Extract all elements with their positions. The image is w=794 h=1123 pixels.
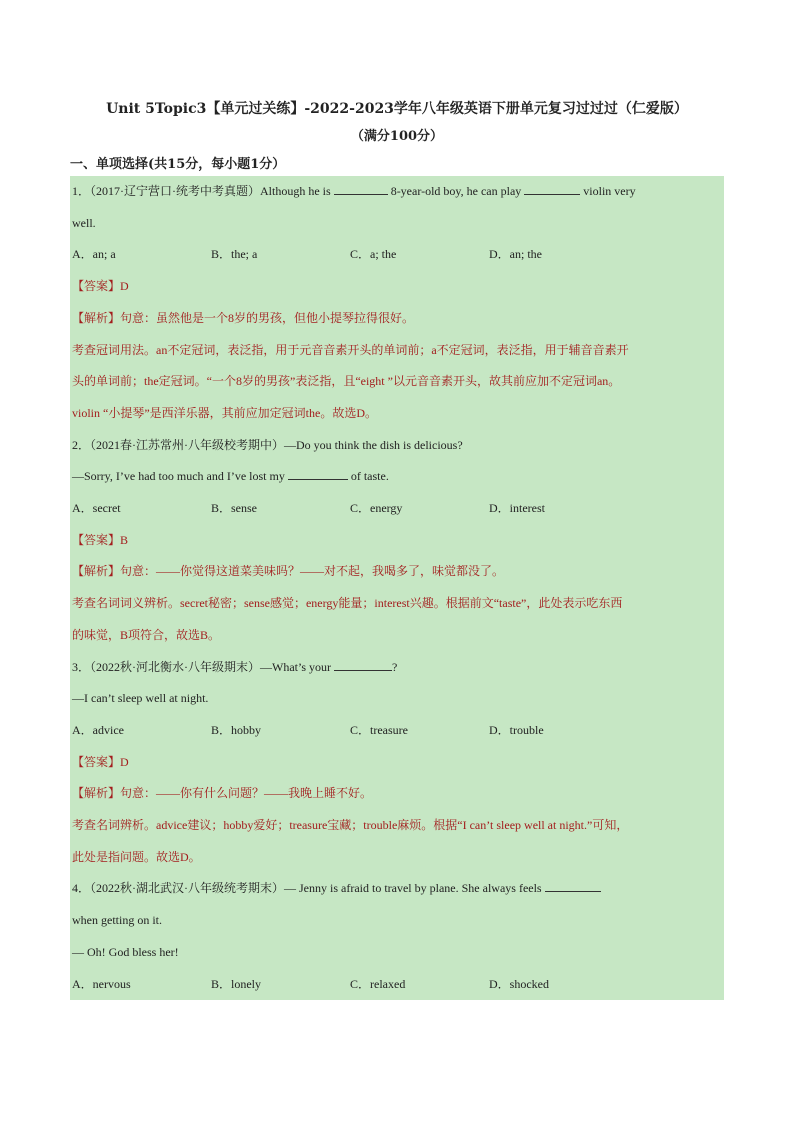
question-source: （2022秋·湖北武汉·八年级统考期末） [90,881,285,896]
answer-value: D [120,279,129,294]
analysis-tag: 【解析】 [72,564,121,579]
question-number: 3． [72,659,91,674]
answer-blank [545,879,601,892]
question-2-options [70,493,724,525]
questions-area [70,176,724,1000]
question-3-answer [70,747,724,779]
document-page [70,96,724,1000]
question-text: —What’s your [260,659,332,674]
question-4-options [70,969,724,1001]
question-1-options [70,239,724,271]
option-b: B．sense [211,501,257,516]
question-2-analysis [70,556,724,588]
answer-blank [524,182,580,195]
analysis-text: 句意：——你有什么问题？——我晚上睡不好。 [120,786,373,801]
option-b: B．the; a [211,247,258,262]
analysis-text: 此处是指问题。故选D。 [72,849,201,864]
section-heading: 一、单项选择(共15分，每小题1分） [70,157,286,172]
option-c: C．relaxed [350,976,406,991]
question-text: of taste. [350,469,389,484]
question-number: 2． [72,437,91,452]
analysis-text: 考查名词词义辨析。secret秘密；sense感觉；energy能量；interest兴趣。根据前文“taste”，此处表示吃东西 [72,596,623,611]
analysis-text: 的味觉，B项符合，故选B。 [72,627,221,642]
analysis-text: 头的单词前；the定冠词。“一个8岁的男孩”表泛指，且“eight ”以元音音素开头，故其前应加不定冠词an。 [72,374,621,389]
page-subtitle: （满分100分） [350,129,444,144]
answer-blank [334,182,388,195]
option-b: B．lonely [211,976,261,991]
question-text: 8-year-old boy, he can play [390,184,522,198]
question-text: —Do you think the dish is delicious? [284,437,463,452]
option-a: A．secret [72,501,121,516]
option-d: D．shocked [489,976,549,991]
analysis-text: 句意：——你觉得这道菜美味吗？——对不起，我喝多了，味觉都没了。 [120,564,505,579]
question-text: —Sorry, I’ve had too much and I’ve lost my [72,469,285,484]
analysis-text: violin “小提琴”是西洋乐器，其前应加定冠词the。故选D。 [72,405,377,420]
question-1-stem-cont: well. [72,215,96,230]
question-4-stem [70,873,724,905]
question-text: — Jenny is afraid to travel by plane. She always feels [284,881,542,896]
question-text: violin very [583,184,636,198]
question-number: 4． [72,881,91,896]
option-c: C．energy [350,501,403,516]
question-1-analysis [70,303,724,335]
answer-blank [288,467,348,480]
question-3-options [70,715,724,747]
question-2-stem-cont [70,461,724,493]
option-d: D．an; the [489,247,542,262]
option-a: A．advice [72,722,124,737]
analysis-tag: 【解析】 [72,786,121,801]
question-source: （2021春·江苏常州·八年级校考期中） [90,437,285,452]
question-source: （2017·辽宁营口·统考中考真题） [90,184,261,198]
page-title: Unit 5Topic3【单元过关练】-2022-2023学年八年级英语下册单元复习过过过（仁爱版） [106,101,688,117]
question-1-answer [70,271,724,303]
question-3-stem-cont: —I can’t sleep well at night. [72,691,209,706]
analysis-text: 句意：虽然他是一个8岁的男孩，但他小提琴拉得很好。 [120,310,415,325]
question-3-analysis [70,778,724,810]
option-d: D．trouble [489,722,544,737]
question-1-stem [70,176,724,208]
option-d: D．interest [489,501,545,516]
analysis-tag: 【解析】 [72,310,121,325]
question-2-answer [70,525,724,557]
option-c: C．treasure [350,722,408,737]
question-4-stem-cont: when getting on it. [72,913,162,928]
option-c: C．a; the [350,247,397,262]
answer-tag: 【答案】 [72,754,121,769]
question-3-stem [70,652,724,684]
answer-value: D [120,754,129,769]
question-2-stem [70,430,724,462]
option-a: A．nervous [72,976,131,991]
question-text: Although he is [260,184,331,198]
analysis-text: 考查冠词用法。an不定冠词，表泛指，用于元音音素开头的单词前；a不定冠词，表泛指，用于辅音音素开 [72,342,629,357]
answer-tag: 【答案】 [72,532,121,547]
option-b: B．hobby [211,722,262,737]
answer-tag: 【答案】 [72,279,121,294]
analysis-text: 考查名词辨析。advice建议；hobby爱好；treasure宝藏；trouble麻烦。根据“I can’t sleep well at night.”可知， [72,818,629,833]
question-source: （2022秋·河北衡水·八年级期末） [90,659,261,674]
question-number: 1． [72,184,91,198]
answer-blank [334,658,392,671]
question-text: ? [392,659,398,674]
question-4-stem-cont: — Oh! God bless her! [72,944,179,959]
answer-value: B [120,532,129,547]
option-a: A．an; a [72,247,116,262]
